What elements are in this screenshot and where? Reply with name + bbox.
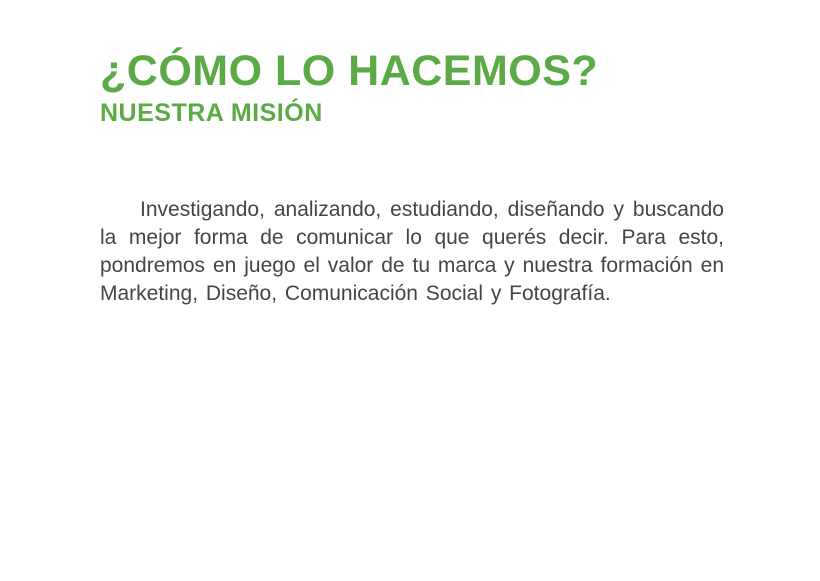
body-copy-block (100, 196, 724, 308)
page-subtitle: NUESTRA MISIÓN (100, 99, 323, 128)
page-title: ¿CÓMO LO HACEMOS? (100, 47, 599, 95)
mission-paragraph: Investigando, analizando, estudiando, diseñando y buscando la mejor forma de comunicar lo que querés decir. Para esto, pondremos en juego el valor de tu marca y nuestra formación en Marketing, Diseño, Comunicación Social y Fotografía. (100, 198, 724, 305)
header-block (100, 48, 598, 128)
